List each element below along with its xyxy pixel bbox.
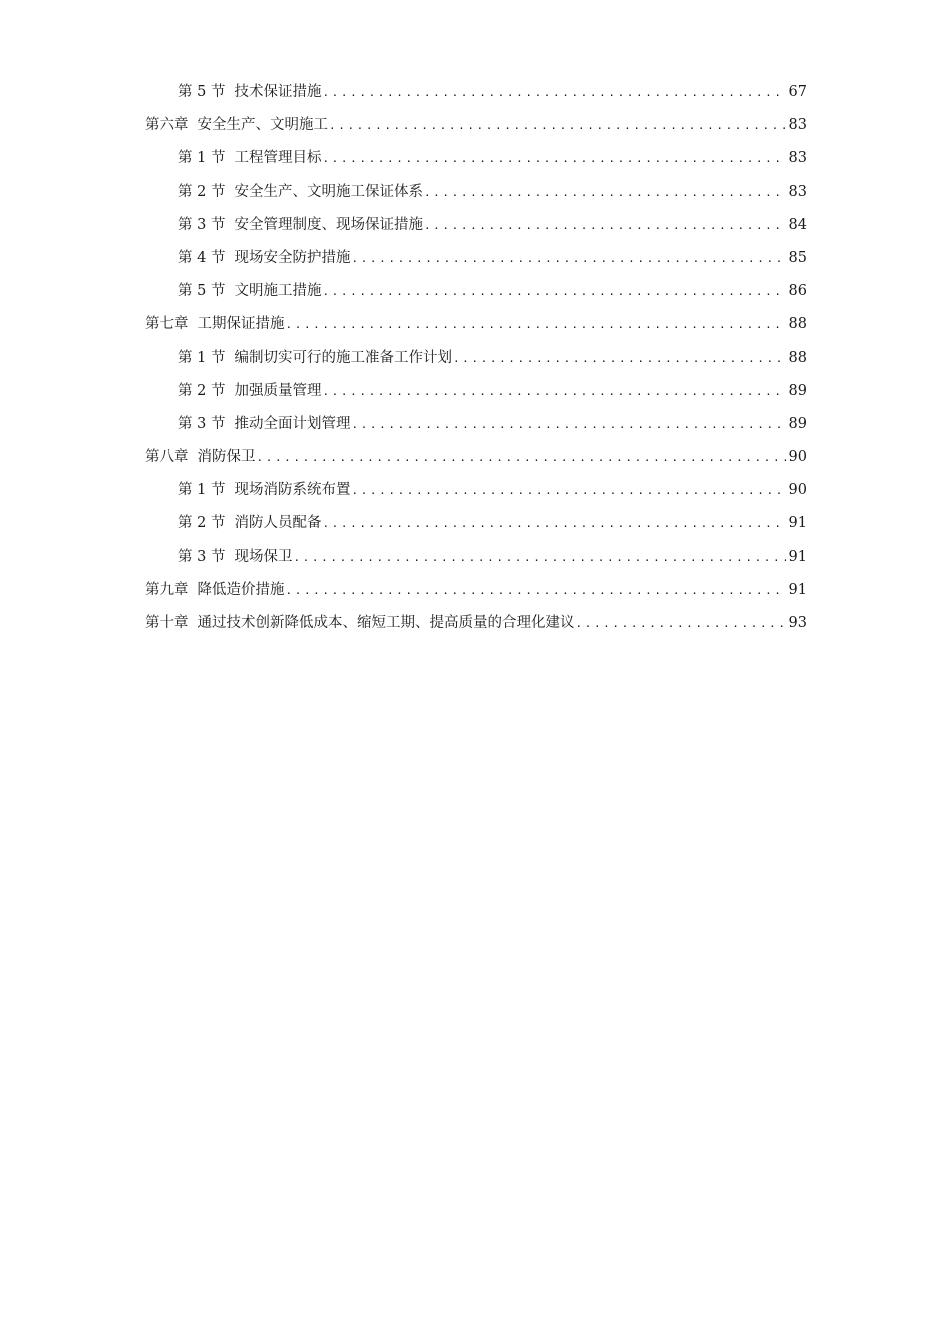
dot-leader: [286, 574, 786, 607]
toc-entry-page-number: 90: [788, 449, 807, 466]
toc-entry-title: 现场保卫: [234, 548, 293, 565]
toc-entry-title: 消防保卫: [197, 449, 256, 466]
toc-entry[interactable]: [145, 574, 807, 607]
toc-entry[interactable]: [145, 209, 807, 242]
toc-entry-page-number: 90: [788, 482, 807, 499]
dot-leader: [351, 474, 785, 507]
dot-leader: [322, 507, 785, 540]
toc-entry-title: 加强质量管理: [234, 382, 322, 399]
dot-leader: [351, 408, 785, 441]
toc-entry-label: 第 3 节: [178, 415, 226, 432]
toc-entry-page-number: 83: [788, 150, 807, 167]
toc-entry-title: 通过技术创新降低成本、缩短工期、提高质量的合理化建议: [197, 615, 575, 631]
dot-leader: [322, 142, 785, 175]
toc-entry[interactable]: [145, 308, 807, 341]
toc-entry-page-number: 89: [788, 382, 807, 399]
toc-entry-label: 第 2 节: [178, 515, 226, 532]
toc-entry-title: 安全生产、文明施工保证体系: [234, 183, 423, 200]
toc-entry-label: 第 5 节: [178, 84, 226, 100]
dot-leader: [576, 607, 786, 640]
toc-entry[interactable]: [145, 408, 807, 441]
dot-leader: [322, 275, 785, 308]
toc-entry[interactable]: [145, 474, 807, 507]
toc-entry-page-number: 84: [788, 216, 807, 233]
dot-leader: [286, 308, 786, 341]
toc-entry[interactable]: [145, 76, 807, 109]
toc-entry-label: 第七章: [145, 316, 189, 333]
toc-entry-title: 现场消防系统布置: [234, 482, 351, 499]
toc-entry-label: 第 3 节: [178, 548, 226, 565]
dot-leader: [453, 342, 786, 375]
dot-leader: [351, 242, 785, 275]
toc-entry-label: 第 2 节: [178, 183, 226, 200]
toc-entry-label: 第 2 节: [178, 382, 226, 399]
toc-entry-label: 第 1 节: [178, 482, 226, 499]
toc-entry-title: 安全管理制度、现场保证措施: [234, 216, 423, 233]
toc-entry[interactable]: [145, 607, 807, 640]
dot-leader: [257, 441, 786, 474]
toc-entry-title: 消防人员配备: [234, 515, 322, 532]
toc-entry-label: 第 5 节: [178, 283, 226, 300]
toc-entry[interactable]: [145, 176, 807, 209]
toc-entry-title: 文明施工措施: [234, 283, 322, 300]
dot-leader: [322, 375, 785, 408]
toc-entry-label: 第八章: [145, 449, 189, 466]
toc-entry-page-number: 85: [788, 249, 807, 266]
toc-entry-title: 技术保证措施: [234, 84, 322, 100]
toc-entry[interactable]: [145, 142, 807, 175]
toc-entry-title: 安全生产、文明施工: [197, 117, 328, 134]
toc-entry-label: 第 4 节: [178, 249, 226, 266]
toc-entry-label: 第九章: [145, 581, 189, 598]
toc-entry-page-number: 89: [788, 415, 807, 432]
toc-entry-label: 第六章: [145, 117, 189, 134]
toc-entry-page-number: 93: [788, 615, 807, 631]
dot-leader: [329, 109, 786, 142]
toc-entry-page-number: 67: [788, 84, 807, 100]
toc-entry-label: 第 1 节: [178, 150, 226, 167]
toc-entry[interactable]: [145, 507, 807, 540]
table-of-contents: [145, 76, 807, 640]
toc-entry-title: 编制切实可行的施工准备工作计划: [234, 349, 452, 366]
dot-leader: [322, 76, 785, 109]
toc-entry-page-number: 88: [788, 349, 807, 366]
toc-entry-label: 第 1 节: [178, 349, 226, 366]
toc-entry-page-number: 91: [788, 548, 807, 565]
toc-entry[interactable]: [145, 342, 807, 375]
dot-leader: [424, 209, 786, 242]
toc-entry-page-number: 86: [788, 283, 807, 300]
toc-entry[interactable]: [145, 541, 807, 574]
toc-entry-title: 工期保证措施: [197, 316, 285, 333]
toc-entry[interactable]: [145, 375, 807, 408]
toc-entry-page-number: 83: [788, 183, 807, 200]
dot-leader: [293, 541, 785, 574]
toc-entry-title: 推动全面计划管理: [234, 415, 351, 432]
toc-entry-page-number: 91: [788, 515, 807, 532]
toc-entry-title: 现场安全防护措施: [234, 249, 351, 266]
dot-leader: [424, 176, 786, 209]
toc-entry-title: 工程管理目标: [234, 150, 322, 167]
toc-entry-page-number: 88: [788, 316, 807, 333]
toc-entry-page-number: 83: [788, 117, 807, 134]
toc-entry[interactable]: [145, 441, 807, 474]
toc-entry[interactable]: [145, 242, 807, 275]
toc-entry-label: 第十章: [145, 615, 189, 631]
toc-entry[interactable]: [145, 109, 807, 142]
toc-entry-label: 第 3 节: [178, 216, 226, 233]
toc-entry[interactable]: [145, 275, 807, 308]
toc-entry-page-number: 91: [788, 581, 807, 598]
toc-entry-title: 降低造价措施: [197, 581, 285, 598]
